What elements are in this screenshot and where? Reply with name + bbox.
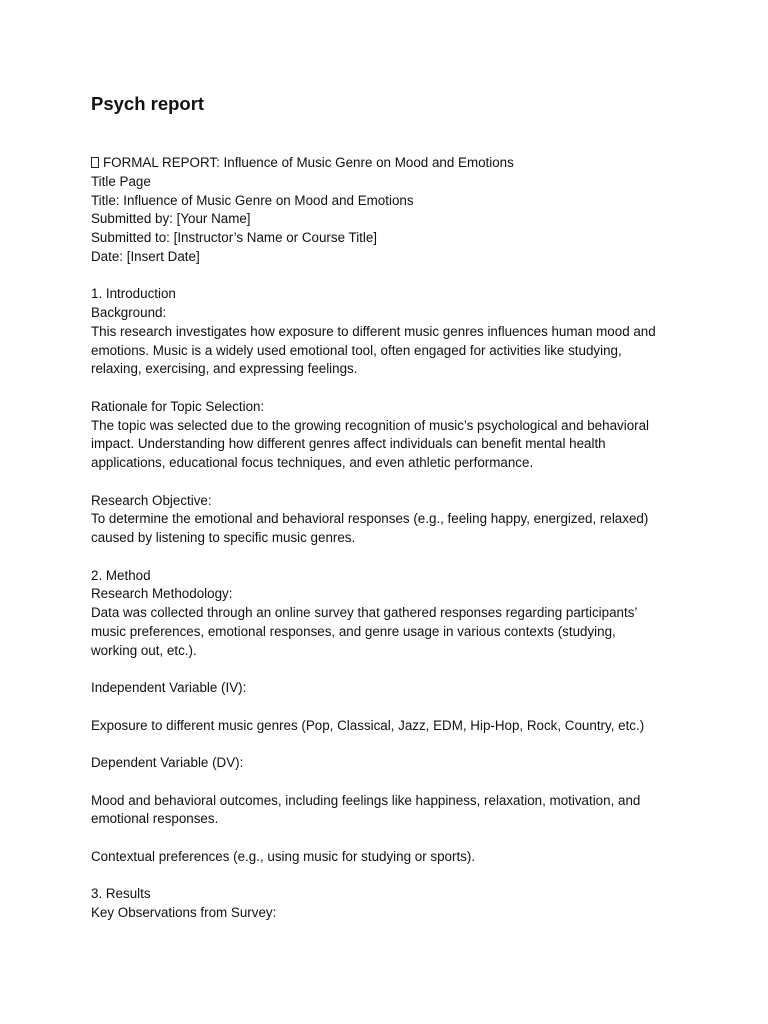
report-heading-text: FORMAL REPORT: Influence of Music Genre on Mood and Emotions — [103, 155, 514, 170]
spacer — [91, 267, 691, 286]
paragraph-line: caused by listening to specific music genres. — [91, 530, 356, 545]
observations-label: Key Observations from Survey: — [91, 905, 277, 920]
paragraph-line: This research investigates how exposure to different music genres influences human mood and — [91, 323, 656, 339]
spacer — [91, 698, 691, 717]
paragraph-line: To determine the emotional and behavioral responses (e.g., feeling happy, energized, relaxed) — [91, 511, 649, 527]
iv-label: Independent Variable (IV): — [91, 680, 247, 695]
title-page-label: Title Page — [91, 173, 151, 189]
spacer — [91, 379, 691, 398]
paragraph-line: The topic was selected due to the growing recognition of music’s psychological and behavioral — [91, 417, 650, 433]
paragraph-line: emotional responses. — [91, 811, 219, 827]
date-line: Date: [Insert Date] — [91, 248, 200, 264]
paragraph-line: Data was collected through an online survey that gathered responses regarding participants’ — [91, 605, 638, 620]
contextual-text: Contextual preferences (e.g., using music for studying or sports). — [91, 848, 476, 864]
spacer — [91, 473, 691, 492]
paragraph-line: emotions. Music is a widely used emotional tool, often engaged for activities like studying, — [91, 342, 622, 358]
title-line: Title: Influence of Music Genre on Mood and Emotions — [91, 192, 414, 208]
section-heading-results: 3. Results — [91, 886, 151, 902]
spacer — [91, 548, 691, 567]
spacer — [91, 867, 691, 886]
paragraph-line: relaxing, exercising, and expressing feelings. — [91, 361, 358, 377]
background-label: Background: — [91, 305, 167, 320]
paragraph-line: impact. Understanding how different genres affect individuals can benefit mental health — [91, 436, 606, 452]
spacer — [91, 829, 691, 848]
section-heading-method: 2. Method — [91, 567, 151, 583]
iv-text: Exposure to different music genres (Pop, Classical, Jazz, EDM, Hip-Hop, Rock, Country, etc.) — [91, 717, 645, 733]
submitted-to: Submitted to: [Instructor’s Name or Course Title] — [91, 230, 378, 245]
section-heading-introduction: 1. Introduction — [91, 286, 176, 302]
report-body — [91, 154, 691, 923]
paragraph-line: working out, etc.). — [91, 642, 197, 658]
submitted-by: Submitted by: [Your Name] — [91, 211, 251, 227]
methodology-label: Research Methodology: — [91, 586, 233, 602]
dv-label: Dependent Variable (DV): — [91, 755, 244, 770]
objective-label: Research Objective: — [91, 492, 212, 508]
spacer — [91, 773, 691, 792]
paragraph-line: Mood and behavioral outcomes, including feelings like happiness, relaxation, motivation, and — [91, 792, 641, 808]
spacer — [91, 660, 691, 679]
rationale-label: Rationale for Topic Selection: — [91, 398, 265, 414]
missing-glyph-icon — [91, 157, 99, 168]
spacer — [91, 735, 691, 754]
report-heading — [91, 154, 691, 173]
paragraph-line: music preferences, emotional responses, and genre usage in various contexts (studying, — [91, 623, 616, 639]
paragraph-line: applications, educational focus techniques, and even athletic performance. — [91, 455, 534, 470]
document-title: Psych report — [91, 93, 205, 114]
